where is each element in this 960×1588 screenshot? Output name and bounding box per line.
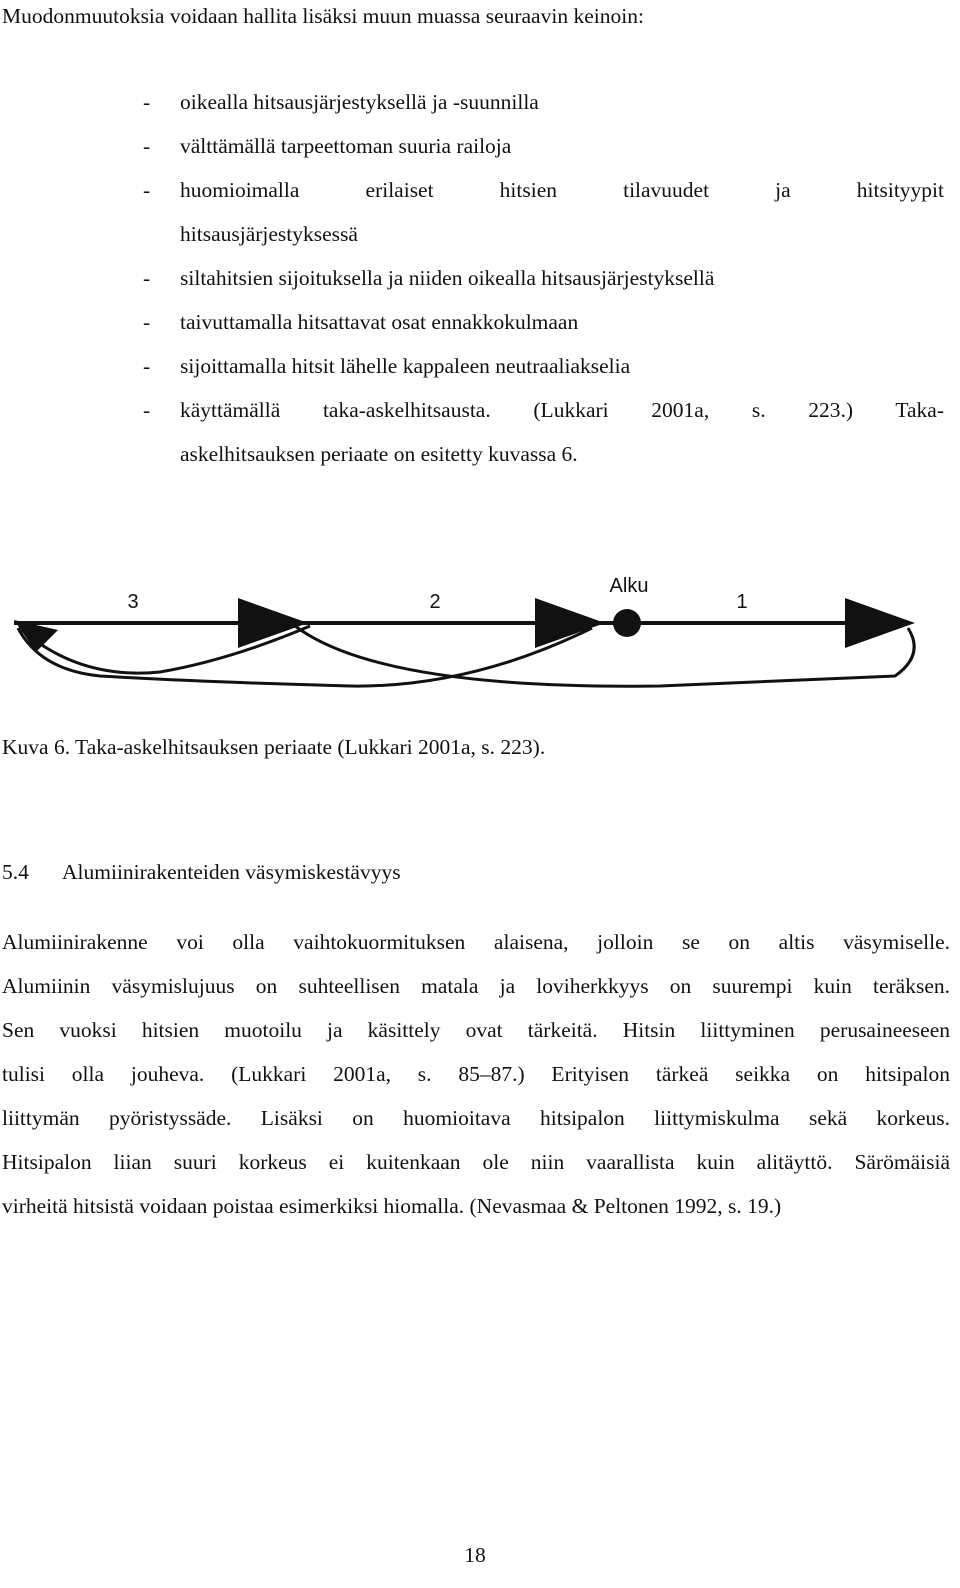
label-seg2: 2	[429, 591, 441, 613]
section-number: 5.4	[2, 860, 29, 884]
list-dash: -	[143, 354, 151, 378]
list-item-text: huomioimalla erilaiset hitsien tilavuudet ja hitsityypit	[180, 178, 944, 202]
list-dash: -	[143, 266, 151, 290]
list-item-text: taivuttamalla hitsattavat osat ennakkokulmaan	[180, 310, 579, 334]
list-item-text: siltahitsien sijoituksella ja niiden oikealla hitsausjärjestyksellä	[180, 266, 715, 290]
arrowhead-seg2	[535, 598, 605, 648]
start-dot	[613, 609, 641, 637]
list-item-text: sijoittamalla hitsit lähelle kappaleen neutraaliakselia	[180, 354, 631, 378]
return-arc-1	[295, 626, 914, 686]
label-seg3: 3	[127, 591, 139, 613]
paragraph-line: liittymän pyöristyssäde. Lisäksi on huomioitava hitsipalon liittymiskulma sekä korkeus.	[2, 1106, 950, 1130]
list-item-text: välttämällä tarpeettoman suuria railoja	[180, 134, 512, 158]
list-item-text: askelhitsauksen periaate on esitetty kuvassa 6.	[180, 442, 578, 466]
paragraph-line: virheitä hitsistä voidaan poistaa esimerkiksi hiomalla. (Nevasmaa & Peltonen 1992, s. 19.)	[2, 1194, 782, 1218]
back-step-welding-diagram	[0, 560, 960, 720]
section-title: Alumiinirakenteiden väsymiskestävyys	[62, 860, 401, 884]
paragraph-line: Alumiinirakenne voi olla vaihtokuormituksen alaisena, jolloin se on altis väsymiselle.	[2, 930, 950, 954]
list-item-text: käyttämällä taka-askelhitsausta. (Lukkari 2001a, s. 223.) Taka-	[180, 398, 944, 422]
list-dash: -	[143, 178, 151, 202]
list-item-text: oikealla hitsausjärjestyksellä ja -suunnilla	[180, 90, 539, 114]
body-paragraph	[2, 920, 950, 1228]
return-arc-2	[18, 628, 592, 686]
paragraph-line: Sen vuoksi hitsien muotoilu ja käsittely ovat tärkeitä. Hitsin liittyminen perusaineeseen	[2, 1018, 950, 1042]
page-number: 18	[464, 1543, 486, 1567]
paragraph-line: Hitsipalon liian suuri korkeus ei kuitenkaan ole niin vaarallista kuin alitäyttö. Särömäisiä	[2, 1150, 950, 1174]
paragraph-line: tulisi olla jouheva. (Lukkari 2001a, s. 85–87.) Erityisen tärkeä seikka on hitsipalon	[2, 1062, 950, 1086]
label-start: Alku	[609, 575, 649, 597]
arrowhead-seg1	[845, 598, 915, 648]
intro-text: Muodonmuutoksia voidaan hallita lisäksi muun muassa seuraavin keinoin:	[2, 4, 644, 28]
figure-caption: Kuva 6. Taka-askelhitsauksen periaate (Lukkari 2001a, s. 223).	[2, 735, 546, 759]
section-heading	[2, 860, 401, 885]
label-seg1: 1	[736, 591, 748, 613]
list-dash: -	[143, 398, 151, 422]
list-dash: -	[143, 134, 151, 158]
list-dash: -	[143, 90, 151, 114]
list-item-text: hitsausjärjestyksessä	[180, 222, 358, 246]
paragraph-line: Alumiinin väsymislujuus on suhteellisen matala ja loviherkkyys on suurempi kuin teräksen.	[2, 974, 950, 998]
list-dash: -	[143, 310, 151, 334]
